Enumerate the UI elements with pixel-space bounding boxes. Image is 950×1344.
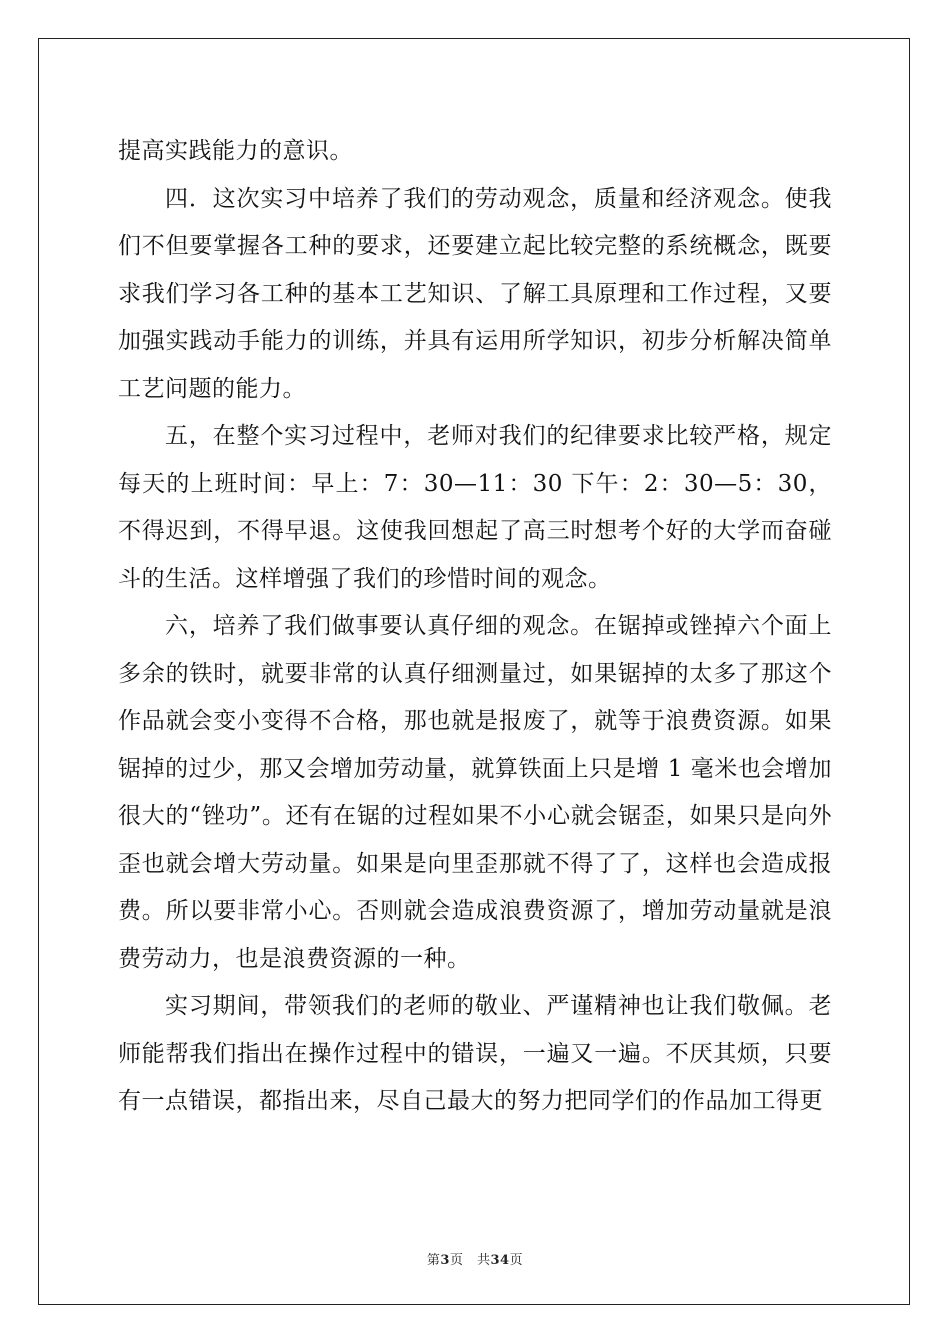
paragraph-4: 六，培养了我们做事要认真仔细的观念。在锯掉或锉掉六个面上多余的铁时，就要非常的认真仔细测量过，如果锯掉的太多了那这个作品就会变小变得不合格，那也就是报废了，就等于浪费资源。如果锯掉的过少，那又会增加劳动量，就算铁面上只是增 1 毫米也会增加很大的“锉功”。还有在锯的过程如果不小心就会锯歪，如果只是向外歪也就会增大劳动量。如果是向里歪那就不得了了，这样也会造成报费。所以要非常小心。否则就会造成浪费资源了，增加劳动量就是浪费劳动力，也是浪费资源的一种。 xyxy=(118,613,832,972)
page-footer xyxy=(0,1249,950,1268)
total-page-count: 34 xyxy=(490,1253,510,1268)
paragraph-3: 五，在整个实习过程中，老师对我们的纪律要求比较严格，规定每天的上班时间：早上：7：30—11：30 下午：2：30—5：30，不得迟到，不得早退。这使我回想起了高三时想考个好的大学而奋碰斗的生活。这样增强了我们的珍惜时间的观念。 xyxy=(118,423,832,592)
footer-suffix: 页 xyxy=(509,1253,524,1268)
footer-prefix: 第 xyxy=(426,1253,441,1268)
document-body xyxy=(118,128,832,1126)
current-page-number: 3 xyxy=(440,1253,450,1268)
paragraph-2: 四．这次实习中培养了我们的劳动观念，质量和经济观念。使我们不但要掌握各工种的要求，还要建立起比较完整的系统概念，既要求我们学习各工种的基本工艺知识、了解工具原理和工作过程，又要加强实践动手能力的训练，并具有运用所学知识，初步分析解决简单工艺问题的能力。 xyxy=(118,185,832,402)
footer-mid: 页 共 xyxy=(449,1253,491,1268)
paragraph-5: 实习期间，带领我们的老师的敬业、严谨精神也让我们敬佩。老师能帮我们指出在操作过程中的错误，一遍又一遍。不厌其烦，只要有一点错误，都指出来，尽自己最大的努力把同学们的作品加工得更 xyxy=(118,993,832,1114)
paragraph-1: 提高实践能力的意识。 xyxy=(118,138,353,164)
